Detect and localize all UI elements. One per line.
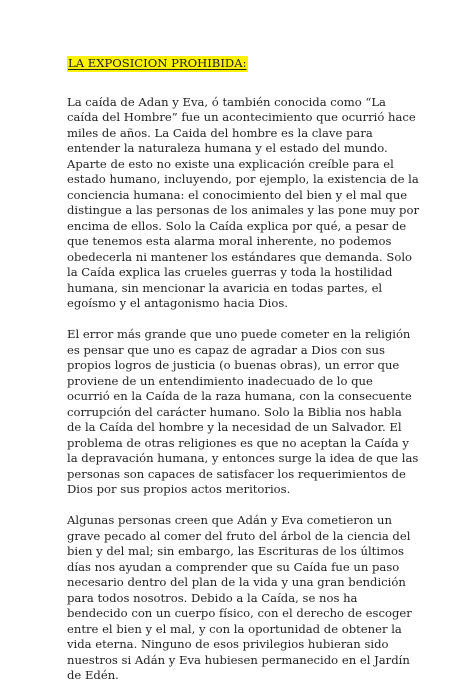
- paragraph-2: El error más grande que uno puede cometer en la religión es pensar que uno es capaz de agradar a Dios con sus propios logros de justicia (o buenas obras), un error que proviene de un entendimiento inadecuado de lo que ocurrió en la Caída de la raza humana, con la consecuente corrupción del carácter humano. Solo la Biblia nos habla de la Caída del hombre y la necesidad de un Salvador. El problema de otras religiones es que no aceptan la Caída y la depravación humana, y entonces surge la idea de que las personas son capaces de satisfacer los requerimientos de Dios por sus propios actos meritorios.: [67, 327, 419, 496]
- paragraph-3: Algunas personas creen que Adán y Eva cometieron un grave pecado al comer del fruto del árbol de la ciencia del bien y del mal; sin embargo, las Escrituras de los últimos días nos ayudan a comprender que su Caída fue un paso necesario dentro del plan de la vida y una gran bendición para todos nosotros. Debido a la Caída, se nos ha bendecido con un cuerpo físico, con el derecho de escoger entre el bien y el mal, y con la oportunidad de obtener la vida eterna. Ninguno de esos privilegios hubieran sido nuestros si Adán y Eva hubiesen permanecido en el Jardín de Edén.: [67, 513, 412, 682]
- title-spacer: [67, 72, 419, 95]
- document-title: LA EXPOSICION PROHIBIDA:: [68, 56, 247, 70]
- paragraph-1: La caída de Adan y Eva, ó también conocida como “La caída del Hombre” fue un acontecimiento que ocurrió hace miles de años. La Caida del hombre es la clave para entender la naturaleza humana y el estado del mundo. Aparte de esto no existe una explicación creíble para el estado humano, incluyendo, por ejemplo, la existencia de la conciencia humana: el conocimiento del bien y el mal que distingue a las personas de los animales y las pone muy por encima de ellos. Solo la Caída explica por qué, a pesar de que tenemos esta alarma moral inherente, no podemos obedecerla ni mantener los estándares que demanda. Solo la Caída explica las crueles guerras y toda la hostilidad humana, sin mencionar la avaricia en todas partes, el egoísmo y el antagonismo hacia Dios.: [67, 94, 420, 310]
- document-body: [67, 56, 419, 699]
